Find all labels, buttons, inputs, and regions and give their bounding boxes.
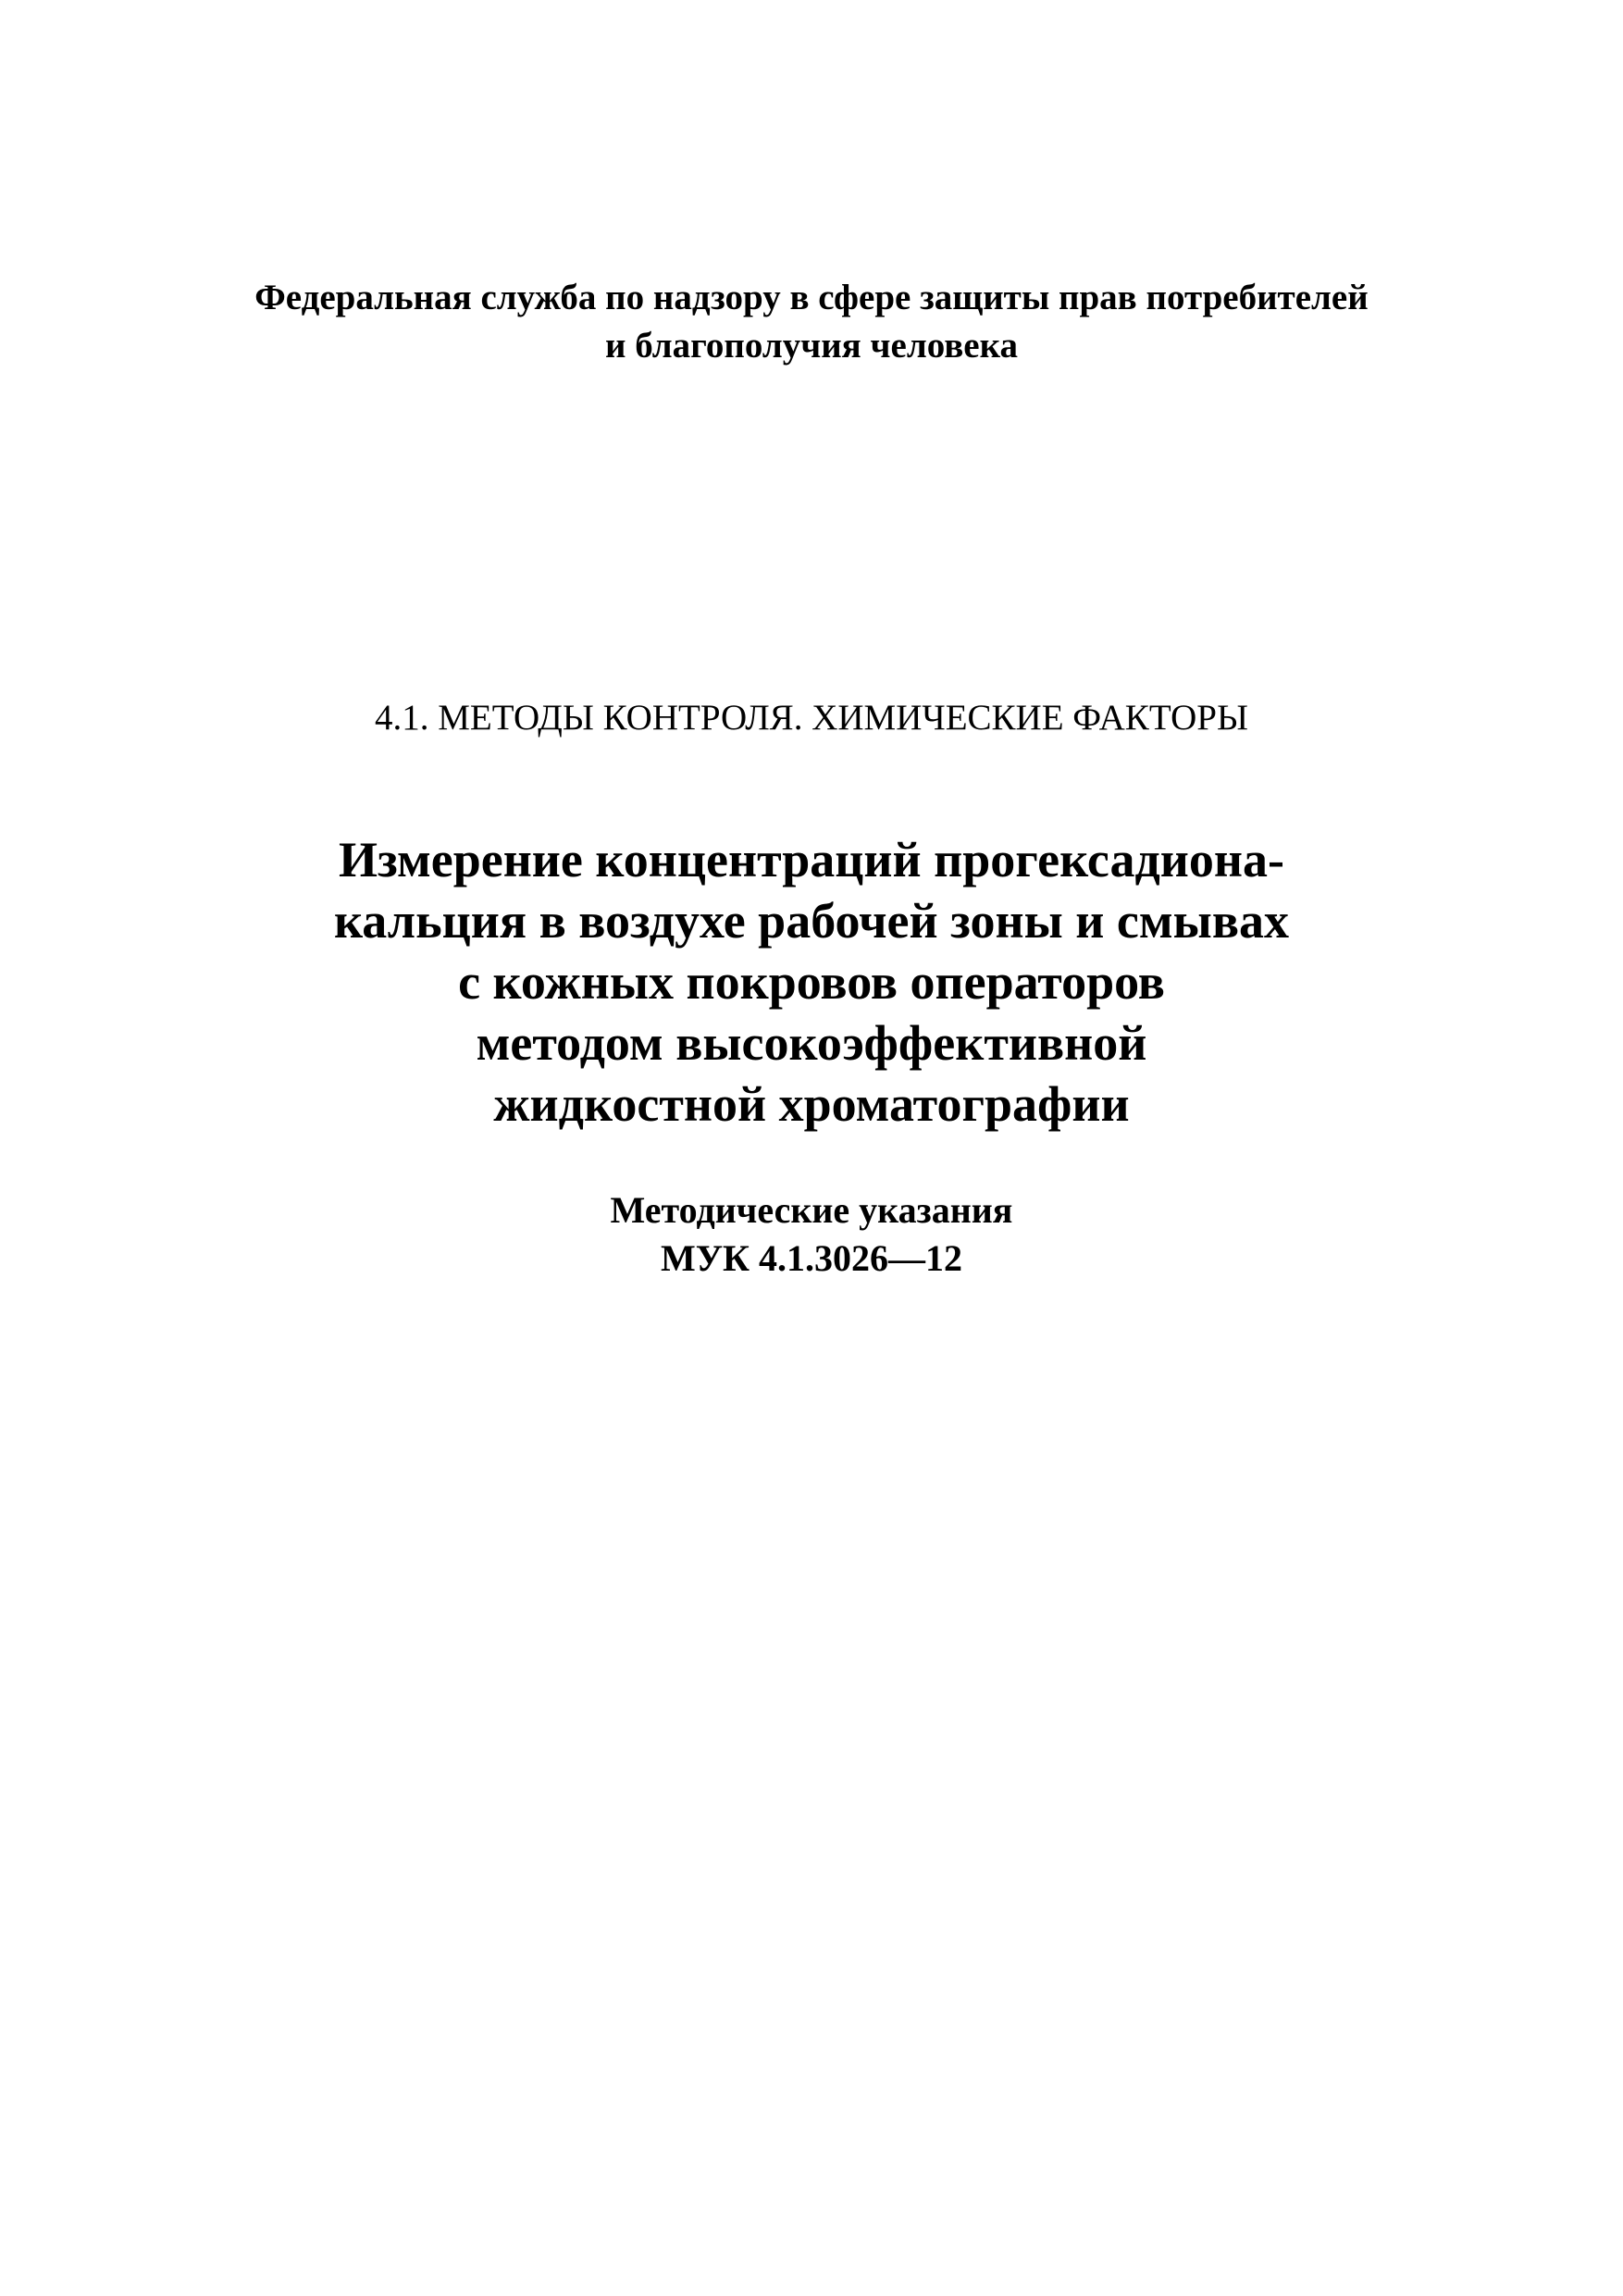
agency-line: Федеральная служба по надзору в сфере защиты прав потребителей (254, 278, 1369, 317)
title-line: кальция в воздухе рабочей зоны и смывах (334, 893, 1289, 949)
document-code: МУК 4.1.3026—12 (660, 1237, 963, 1279)
series-heading (0, 694, 1623, 742)
issuing-agency (0, 274, 1623, 370)
agency-line: и благополучия человека (605, 326, 1018, 366)
title-line: с кожных покровов операторов (458, 954, 1165, 1010)
title-line: жидкостной хроматографии (493, 1076, 1130, 1132)
title-line: методом высокоэффективной (476, 1015, 1147, 1071)
title-line: Измерение концентраций прогексадиона- (339, 832, 1284, 887)
series-label: 4.1. МЕТОДЫ КОНТРОЛЯ. ХИМИЧЕСКИЕ ФАКТОРЫ (375, 698, 1248, 738)
document-type-label: Методические указания (610, 1189, 1013, 1231)
document-type (0, 1186, 1623, 1283)
document-title (0, 829, 1623, 1135)
